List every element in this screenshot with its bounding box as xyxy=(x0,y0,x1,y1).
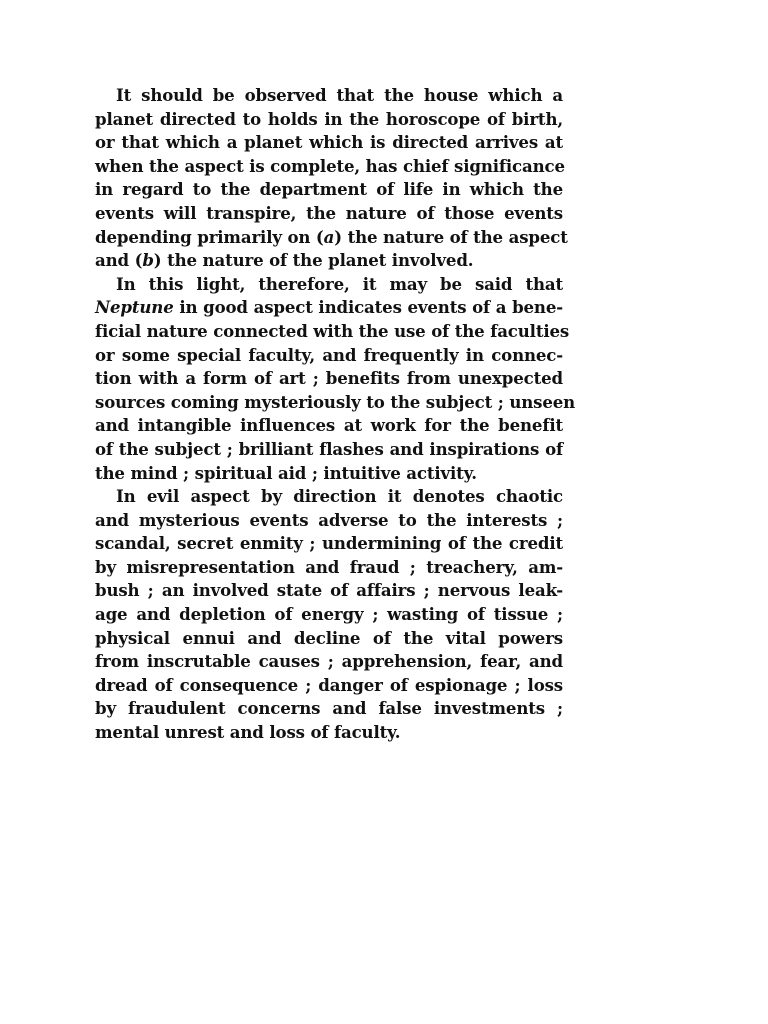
text-segment: and ( xyxy=(95,250,143,271)
text-line xyxy=(95,367,563,391)
text-segment: by misrepresentation and fraud ; treachery, am- xyxy=(95,556,563,577)
text-segment: or some special faculty, and frequently in connec- xyxy=(95,344,563,365)
text-line xyxy=(95,462,563,486)
text-segment: physical ennui and decline of the vital powers xyxy=(95,627,563,648)
text-segment: In this light, therefore, it may be said that xyxy=(116,273,563,294)
text-line xyxy=(95,556,563,580)
text-segment: dread of consequence ; danger of espionage ; loss xyxy=(95,674,563,695)
text-segment: planet directed to holds in the horoscope of birth, xyxy=(95,108,563,129)
text-segment: ) the nature of the planet involved. xyxy=(153,250,474,271)
text-segment: of the subject ; brilliant flashes and inspirations of xyxy=(95,438,563,459)
text-line xyxy=(95,414,563,438)
text-segment: in regard to the department of life in which the xyxy=(95,179,563,200)
text-line xyxy=(95,108,563,132)
text-segment: when the aspect is complete, has chief significance xyxy=(95,155,565,176)
text-segment: In evil aspect by direction it denotes chaotic xyxy=(116,486,563,507)
paragraph xyxy=(95,485,563,745)
text-segment: ficial nature connected with the use of the faculties xyxy=(95,320,570,341)
text-segment: scandal, secret enmity ; undermining of the credit xyxy=(95,533,563,554)
paragraph xyxy=(95,84,568,273)
text-segment: from inscrutable causes ; apprehension, fear, and xyxy=(95,651,563,672)
text-line xyxy=(95,674,563,698)
text-segment: depending primarily on ( xyxy=(95,226,324,247)
italic-text: a xyxy=(323,226,335,247)
text-segment: sources coming mysteriously to the subject ; unseen xyxy=(95,391,576,412)
text-line xyxy=(95,532,563,556)
text-line xyxy=(95,650,563,674)
text-line xyxy=(95,155,563,179)
text-line xyxy=(95,296,563,320)
text-line xyxy=(95,509,563,533)
text-segment: ) the nature of the aspect xyxy=(334,226,568,247)
text-segment: It should be observed that the house which a xyxy=(116,85,563,105)
book-page-text xyxy=(95,84,576,745)
text-segment: tion with a form of art ; benefits from unexpected xyxy=(95,368,563,389)
text-segment: or that which a planet which is directed arrives at xyxy=(95,132,563,153)
text-line xyxy=(95,391,576,415)
text-line xyxy=(95,178,563,202)
text-line xyxy=(95,485,563,509)
text-line xyxy=(95,131,563,155)
text-segment: the mind ; spiritual aid ; intuitive activity. xyxy=(95,462,477,483)
text-line xyxy=(95,603,563,627)
text-line xyxy=(95,84,563,108)
text-segment: events will transpire, the nature of those events xyxy=(95,202,563,223)
text-segment: and mysterious events adverse to the interests ; xyxy=(95,509,563,530)
text-line xyxy=(95,344,563,368)
text-segment: and intangible influences at work for the benefit xyxy=(95,415,563,436)
text-line xyxy=(95,579,563,603)
text-line xyxy=(95,273,563,297)
italic-text: b xyxy=(142,250,154,271)
text-segment: age and depletion of energy ; wasting of tissue ; xyxy=(95,604,563,625)
text-segment: in good aspect indicates events of a bene- xyxy=(173,297,563,318)
text-segment: by fraudulent concerns and false investments ; xyxy=(95,698,563,719)
text-line xyxy=(95,721,563,745)
paragraph xyxy=(95,273,576,485)
text-line xyxy=(95,226,568,250)
italic-text: Neptune xyxy=(95,297,174,318)
text-line xyxy=(95,438,563,462)
text-line xyxy=(95,697,563,721)
text-line xyxy=(95,249,563,273)
text-line xyxy=(95,202,563,226)
text-segment: mental unrest and loss of faculty. xyxy=(95,722,401,743)
text-line xyxy=(95,627,563,651)
text-segment: bush ; an involved state of affairs ; nervous leak- xyxy=(95,580,563,601)
text-line xyxy=(95,320,570,344)
